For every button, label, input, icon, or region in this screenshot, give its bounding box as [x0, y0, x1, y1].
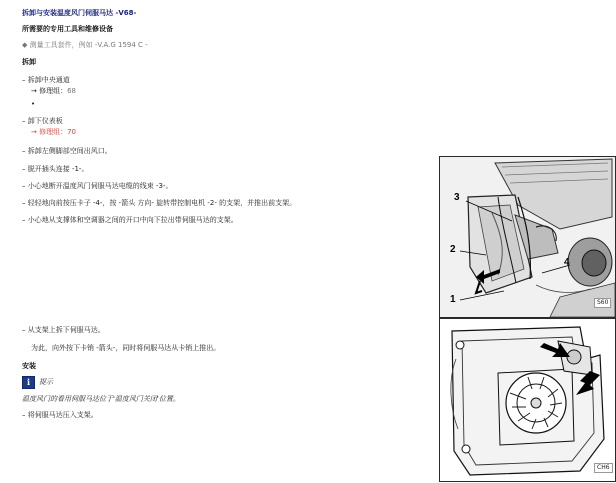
- repair-group-value: 70: [67, 128, 77, 136]
- step-remove-dashboard: – 卸下仪表板: [22, 117, 63, 125]
- figure-code: CH6: [594, 463, 613, 473]
- note-info-icon: i: [22, 376, 35, 389]
- repair-group-link-68[interactable]: [31, 87, 76, 96]
- note-text: 温度风门的看用伺服马达位于'温度风门关闭'位置。: [22, 395, 180, 403]
- callout-3: 3: [454, 192, 460, 203]
- remove-heading: 拆卸: [22, 58, 36, 66]
- step-disconnect-harness: – 小心地断开温度风门伺服马达电缆的线束 -3-。: [22, 182, 173, 190]
- repair-group-prefix: → 修理组：: [31, 128, 68, 136]
- figure-servo-removal: [439, 318, 616, 482]
- tools-item: ◆ 测量工具套件，例如 -V.A.G 1594 C -: [22, 41, 148, 49]
- callout-1: 1: [450, 294, 456, 305]
- note-label: 提示: [39, 378, 53, 386]
- step-press-servo-into-bracket: – 将伺服马达压入支架。: [22, 411, 98, 419]
- step-remove-servo: – 从支架上拆下伺服马达。: [22, 326, 105, 334]
- step-pull-out-bracket: – 小心地从支撑体和空调器之间的开口中向下拉出带伺服马达的支架。: [22, 216, 238, 224]
- step-remove-footwell-vent: – 拆卸左侧脚部空间出风口。: [22, 147, 112, 155]
- servo-location-illustration: [440, 157, 615, 317]
- step-disconnect-connector: – 脱开插头连接 -1-。: [22, 165, 89, 173]
- step-remove-center-console: – 拆卸中央通道: [22, 76, 70, 84]
- repair-group-link-70[interactable]: [31, 128, 76, 137]
- install-heading: 安装: [22, 362, 36, 370]
- step-detail: 为此，向外按下卡销 -箭头-，同时将伺服马达从卡销上推出。: [31, 344, 221, 352]
- callout-4: 4: [564, 257, 570, 268]
- bullet-dot: •: [31, 100, 36, 108]
- page-title: 拆卸与安装温度风门伺服马达 -V68-: [22, 9, 137, 17]
- figure-code: S60: [594, 298, 611, 308]
- step-press-clip: – 轻轻地向前按压卡子 -4-，按 -箭头 方向- 旋转带控制电机 -2- 的支架，并推出前支架。: [22, 199, 297, 207]
- tools-heading: 所需要的专用工具和维修设备: [22, 25, 113, 33]
- callout-2: 2: [450, 244, 456, 255]
- servo-removal-illustration: [440, 319, 615, 481]
- repair-group-prefix: → 修理组：: [31, 87, 68, 95]
- repair-group-value: 68: [67, 87, 77, 95]
- figure-servo-location: [439, 156, 616, 318]
